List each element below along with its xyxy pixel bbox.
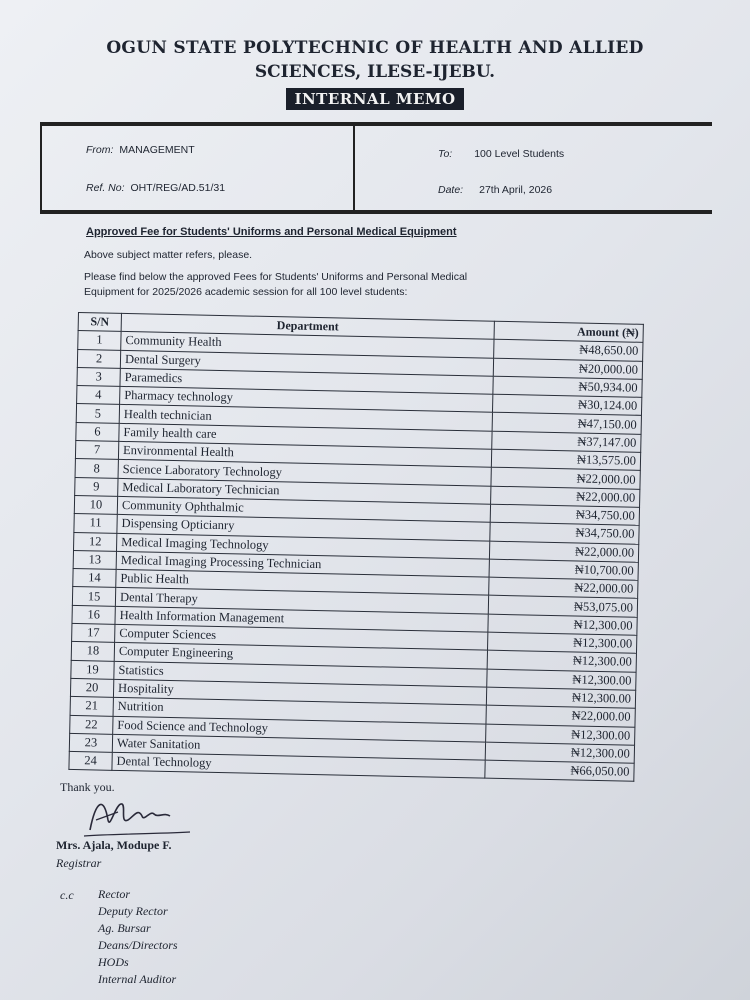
to-label: To: (438, 148, 453, 160)
amount-cell: ₦53,075.00 (488, 596, 637, 617)
department-cell: Medical Imaging Technology (116, 533, 489, 559)
amount-cell: ₦12,300.00 (486, 724, 635, 745)
sn-cell: 15 (72, 587, 115, 606)
amount-cell: ₦50,934.00 (493, 376, 642, 397)
sn-cell: 2 (77, 349, 120, 368)
amount-cell: ₦22,000.00 (486, 705, 635, 726)
body-paragraph-line2: Equipment for 2025/2026 academic session for all 100 level students: (84, 286, 408, 298)
department-cell: Computer Engineering (114, 643, 487, 669)
memo-routing-box (40, 122, 712, 214)
department-cell: Water Sanitation (112, 734, 485, 760)
amount-cell: ₦47,150.00 (492, 413, 641, 434)
ref-field (86, 182, 225, 194)
sn-cell: 1 (78, 331, 121, 350)
cc-list (98, 886, 178, 988)
ref-value: OHT/REG/AD.51/31 (130, 182, 226, 194)
ref-label: Ref. No: (86, 182, 125, 194)
amount-cell: ₦22,000.00 (489, 541, 638, 562)
from-value: MANAGEMENT (119, 144, 195, 156)
sn-cell: 6 (76, 422, 119, 441)
sn-cell: 20 (70, 678, 113, 697)
department-cell: Environmental Health (118, 441, 491, 467)
department-cell: Hospitality (113, 679, 486, 705)
date-field (438, 184, 552, 196)
department-cell: Medical Laboratory Technician (118, 478, 491, 504)
amount-cell: ₦22,000.00 (491, 486, 640, 507)
amount-cell: ₦13,575.00 (491, 449, 640, 470)
department-cell: Computer Sciences (115, 624, 488, 650)
amount-cell: ₦30,124.00 (492, 394, 641, 415)
department-cell: Paramedics (120, 368, 493, 394)
memo-title-badge: INTERNAL MEMO (286, 88, 463, 110)
cc-recipient: Deputy Rector (98, 904, 168, 918)
sn-cell: 7 (75, 441, 118, 460)
signature-image (82, 790, 192, 840)
department-cell: Pharmacy technology (120, 387, 493, 413)
amount-cell: ₦12,300.00 (487, 650, 636, 671)
department-cell: Dental Surgery (120, 350, 493, 376)
sn-cell: 5 (76, 404, 119, 423)
amount-cell: ₦12,300.00 (488, 632, 637, 653)
department-cell: Community Ophthalmic (117, 496, 490, 522)
department-cell: Nutrition (113, 698, 486, 724)
amount-cell: ₦22,000.00 (489, 577, 638, 598)
sn-cell: 16 (72, 605, 115, 624)
sn-cell: 24 (69, 752, 112, 771)
body-paragraph (84, 270, 467, 300)
sn-cell: 4 (77, 386, 120, 405)
cc-recipient: Ag. Bursar (98, 921, 151, 935)
amount-cell: ₦20,000.00 (493, 358, 642, 379)
department-cell: Food Science and Technology (113, 716, 486, 742)
from-field (86, 144, 195, 156)
to-field (438, 148, 564, 160)
date-label: Date: (438, 184, 464, 196)
cc-recipient: Internal Auditor (98, 972, 177, 986)
department-cell: Health Information Management (115, 606, 488, 632)
thanks-text: Thank you. (60, 780, 115, 794)
sn-cell: 12 (74, 532, 117, 551)
memo-header (0, 38, 750, 110)
amount-cell: ₦10,700.00 (489, 559, 638, 580)
amount-cell: ₦12,300.00 (487, 669, 636, 690)
to-value: 100 Level Students (474, 148, 565, 160)
department-cell: Community Health (121, 332, 494, 358)
department-cell: Dental Technology (112, 752, 485, 778)
box-left-border (40, 126, 42, 210)
header-amount: Amount (₦) (494, 321, 643, 342)
sn-cell: 3 (77, 367, 120, 386)
sn-cell: 18 (71, 642, 114, 661)
amount-cell: ₦66,050.00 (485, 760, 634, 781)
header-department: Department (121, 313, 494, 339)
from-label: From: (86, 144, 114, 156)
date-value: 27th April, 2026 (479, 184, 553, 196)
box-divider (353, 126, 355, 210)
department-cell: Family health care (119, 423, 492, 449)
amount-cell: ₦12,300.00 (486, 687, 635, 708)
department-cell: Medical Imaging Processing Technician (116, 551, 489, 577)
sn-cell: 21 (70, 697, 113, 716)
sn-cell: 23 (69, 733, 112, 752)
department-cell: Health technician (119, 405, 492, 431)
department-cell: Public Health (116, 570, 489, 596)
amount-cell: ₦34,750.00 (490, 522, 639, 543)
header-sn: S/N (78, 313, 121, 332)
intro-text: Above subject matter refers, please. (84, 249, 253, 261)
department-cell: Dental Therapy (115, 588, 488, 614)
institution-name-line1: OGUN STATE POLYTECHNIC OF HEALTH AND ALLIED (106, 38, 644, 58)
signer-name: Mrs. Ajala, Modupe F. (56, 838, 172, 852)
department-cell: Statistics (114, 661, 487, 687)
sn-cell: 8 (75, 459, 118, 478)
cc-label: c.c (60, 888, 74, 902)
sn-cell: 11 (74, 514, 117, 533)
fee-table-body (69, 331, 643, 782)
memo-subject: Approved Fee for Students' Uniforms and Personal Medical Equipment (86, 226, 457, 238)
sn-cell: 17 (72, 623, 115, 642)
institution-name-line2: SCIENCES, ILESE-IJEBU. (254, 62, 496, 82)
cc-recipient: Rector (98, 887, 130, 901)
cc-recipient: HODs (98, 955, 129, 969)
signer-title: Registrar (56, 856, 102, 870)
amount-cell: ₦22,000.00 (491, 468, 640, 489)
amount-cell: ₦34,750.00 (490, 504, 639, 525)
sn-cell: 13 (73, 550, 116, 569)
amount-cell: ₦12,300.00 (488, 614, 637, 635)
sn-cell: 14 (73, 569, 116, 588)
sn-cell: 22 (70, 715, 113, 734)
department-cell: Dispensing Opticianry (117, 515, 490, 541)
fee-table (68, 312, 643, 782)
sn-cell: 19 (71, 660, 114, 679)
cc-recipient: Deans/Directors (98, 938, 178, 952)
sn-cell: 9 (75, 477, 118, 496)
department-cell: Science Laboratory Technology (118, 460, 491, 486)
sn-cell: 10 (74, 495, 117, 514)
body-paragraph-line1: Please find below the approved Fees for Students' Uniforms and Personal Medical (84, 271, 468, 283)
amount-cell: ₦12,300.00 (485, 742, 634, 763)
amount-cell: ₦37,147.00 (492, 431, 641, 452)
amount-cell: ₦48,650.00 (494, 340, 643, 361)
